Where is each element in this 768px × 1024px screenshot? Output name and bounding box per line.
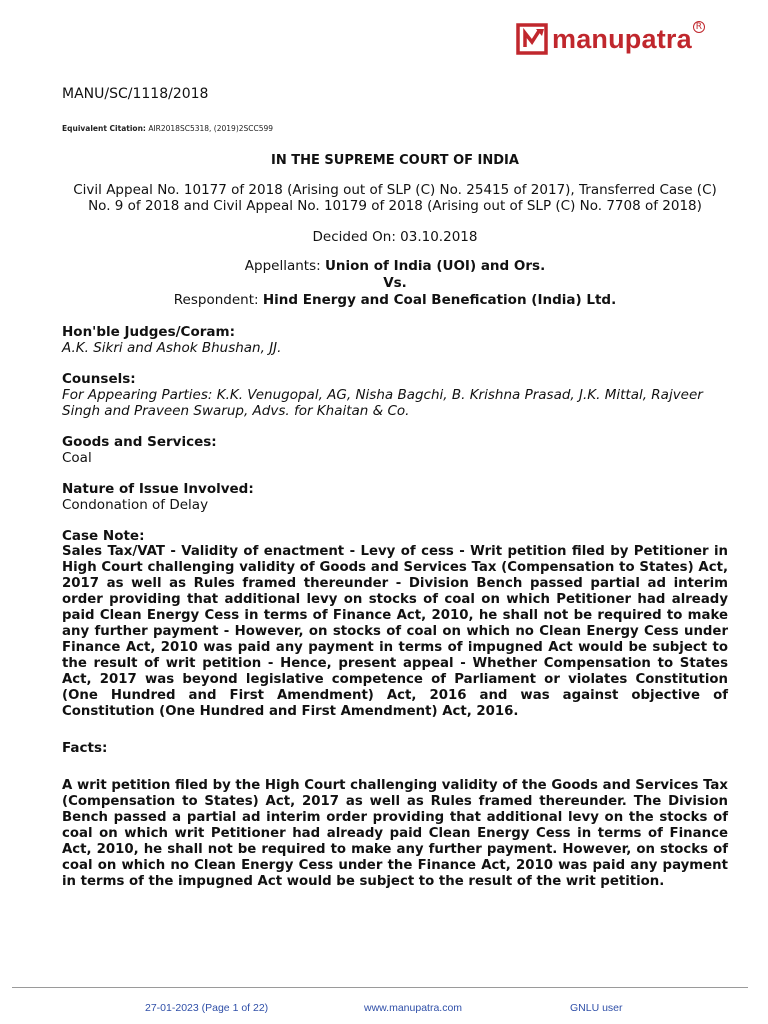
goods-value: Coal xyxy=(62,450,92,466)
casenote-section xyxy=(62,528,728,720)
casenote-text: Sales Tax/VAT - Validity of enactment - Levy of cess - Writ petition filed by Petitioner in High Court challenging validity of Goods and Services Tax (Compensation to States) Act, 2017 as well as Rules framed thereunder - Division Bench passed partial ad interim order providing that additional levy on stocks of coal on which Petitioner had already paid Clean Energy Cess in terms of Finance Act, 2010, he shall not be required to make any further payment - However, on stocks of coal on which no Clean Energy Cess under Finance Act, 2010 was paid any payment in terms of impugned Act would be subject to the result of writ petition - Hence, present appeal - Whether Compensation to States Act, 2017 was beyond legislative competence of Parliament or violates Constitution (One Hundred and First Amendment) Act, 2016 and was against objective of Constitution (One Hundred and First Amendment) Act, 2016. xyxy=(62,544,728,719)
footer-divider xyxy=(12,987,748,988)
respondent-name: Hind Energy and Coal Benefication (India) Ltd. xyxy=(262,292,617,308)
parties-block xyxy=(62,258,728,309)
judges-names: A.K. Sikri and Ashok Bhushan, JJ. xyxy=(62,340,282,356)
goods-heading: Goods and Services: xyxy=(62,434,217,450)
nature-value: Condonation of Delay xyxy=(62,497,209,513)
facts-heading: Facts: xyxy=(62,740,108,756)
footer-date-page: 27-01-2023 (Page 1 of 22) xyxy=(145,1002,269,1014)
judges-section xyxy=(62,324,728,356)
manupatra-logo-icon xyxy=(516,23,548,55)
decided-on: Decided On: 03.10.2018 xyxy=(312,229,478,245)
equivalent-citation-label: Equivalent Citation: xyxy=(62,124,146,133)
appellants-name: Union of India (UOI) and Ors. xyxy=(324,258,546,274)
counsels-heading: Counsels: xyxy=(62,371,136,387)
judges-heading: Hon'ble Judges/Coram: xyxy=(62,324,235,340)
counsels-section xyxy=(62,371,728,419)
registered-mark: R xyxy=(693,21,705,33)
respondent-line xyxy=(62,292,728,309)
versus-label: Vs. xyxy=(383,275,407,291)
manu-citation: MANU/SC/1118/2018 xyxy=(62,86,209,102)
document-body xyxy=(62,86,728,890)
manupatra-logo xyxy=(516,22,705,56)
appellants-line xyxy=(62,258,728,275)
appeal-numbers: Civil Appeal No. 10177 of 2018 (Arising out of SLP (C) No. 25415 of 2017), Transferred Case (C) No. 9 of 2018 and Civil Appeal No. 10179 of 2018 (Arising out of SLP (C) No. 7708 of 2018) xyxy=(73,182,717,214)
equivalent-citation-value: AIR2018SC5318, (2019)2SCC599 xyxy=(148,124,274,133)
footer-user: GNLU user xyxy=(570,1002,623,1014)
nature-heading: Nature of Issue Involved: xyxy=(62,481,254,497)
respondent-label: Respondent: xyxy=(173,292,259,308)
equivalent-citation xyxy=(62,124,728,133)
court-title: IN THE SUPREME COURT OF INDIA xyxy=(271,153,519,168)
counsels-text: For Appearing Parties: K.K. Venugopal, AG, Nisha Bagchi, B. Krishna Prasad, J.K. Mittal, Rajveer Singh and Praveen Swarup, Advs. for Khaitan & Co. xyxy=(62,387,703,419)
facts-text: A writ petition filed by the High Court challenging validity of the Goods and Services Tax (Compensation to States) Act, 2017 as well as Rules framed thereunder. The Division Bench passed a partial ad interim order providing that additional levy on the stocks of coal on which writ Petitioner had already paid Clean Energy Cess in terms of Finance Act, 2010, he shall not be required to make any further payment. However, on stocks of coal on which no Clean Energy Cess under the Finance Act, 2010 was paid any payment in terms of the impugned Act would be subject to the result of the writ petition. xyxy=(62,778,728,889)
goods-section xyxy=(62,434,728,466)
logo-wordmark: manupatra xyxy=(552,23,692,54)
footer-website-link[interactable]: www.manupatra.com xyxy=(364,1002,463,1014)
casenote-heading: Case Note: xyxy=(62,528,145,544)
appellants-label: Appellants: xyxy=(244,258,321,274)
nature-section xyxy=(62,481,728,513)
